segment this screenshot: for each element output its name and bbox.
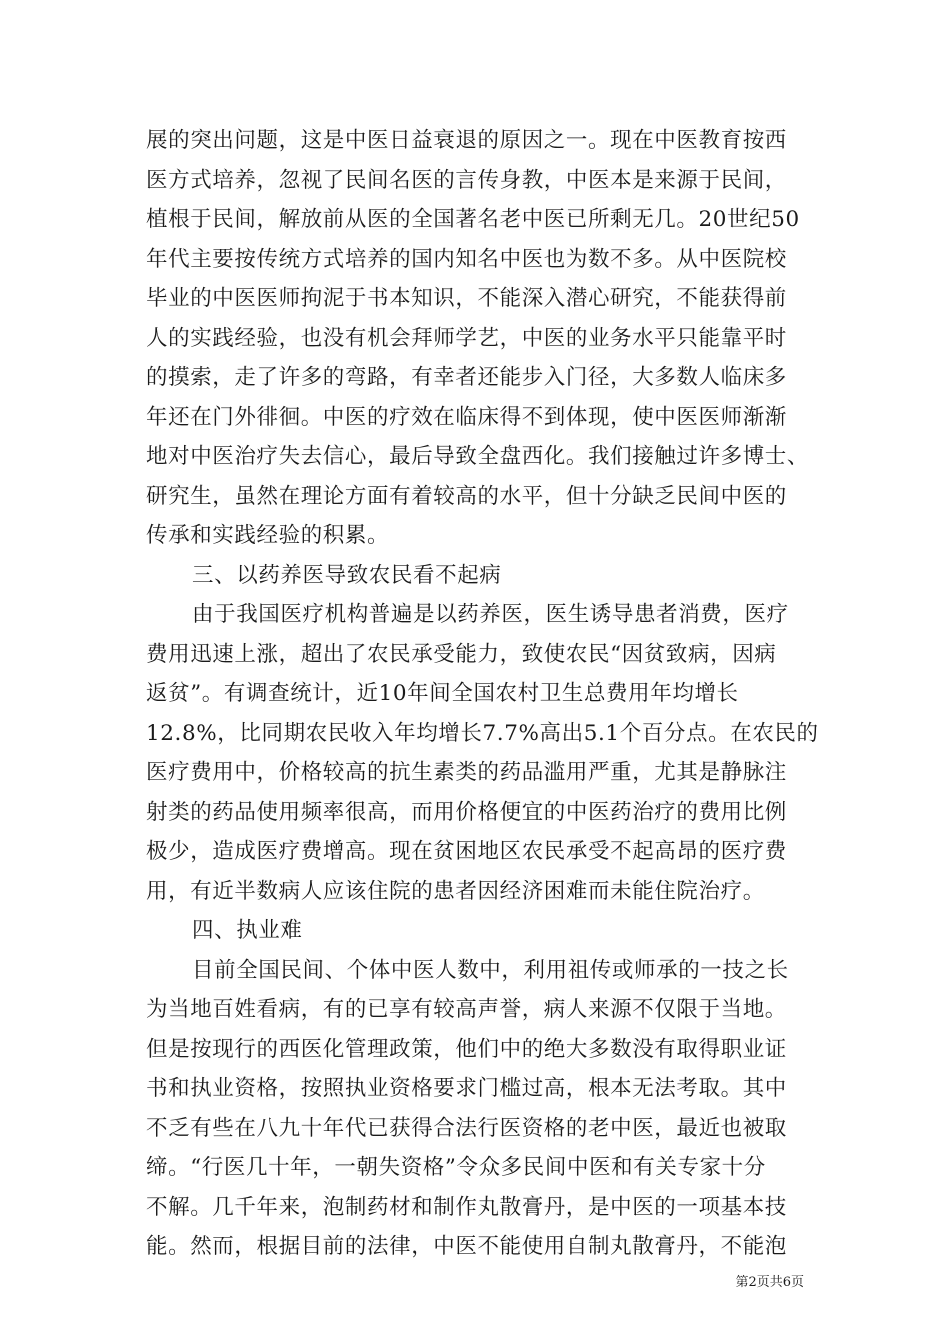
text-line: 的摸索，走了许多的弯路，有幸者还能步入门径，大多数人临床多 bbox=[146, 365, 787, 390]
text-line: 研究生，虽然在理论方面有着较高的水平，但十分缺乏民间中医的 bbox=[146, 483, 787, 509]
text-line: 植根于民间，解放前从医的全国著名老中医已所剩无几。20世纪50 bbox=[146, 207, 800, 232]
text-line: 医疗费用中，价格较高的抗生素类的药品滥用严重，尤其是静脉注 bbox=[146, 760, 787, 785]
text-line: 毕业的中医医师拘泥于书本知识，不能深入潜心研究，不能获得前 bbox=[146, 286, 787, 311]
text-line: 返贫”。有调查统计，近10年间全国农村卫生总费用年均增长 bbox=[146, 681, 739, 706]
section-heading: 三、以药养医导致农民看不起病 bbox=[192, 562, 502, 588]
text-line: 能。然而，根据目前的法律，中医不能使用自制丸散膏丹，不能泡 bbox=[146, 1234, 787, 1259]
body-text bbox=[146, 121, 819, 1267]
text-line: 年还在门外徘徊。中医的疗效在临床得不到体现，使中医医师渐渐 bbox=[146, 404, 787, 430]
text-line: 为当地百姓看病，有的已享有较高声誉，病人来源不仅限于当地。 bbox=[146, 997, 787, 1022]
text-line: 展的突出问题，这是中医日益衰退的原因之一。现在中医教育按西 bbox=[146, 128, 787, 153]
text-line: 费用迅速上涨，超出了农民承受能力，致使农民“因贫致病，因病 bbox=[146, 641, 777, 667]
text-line: 医方式培养，忽视了民间名医的言传身教，中医本是来源于民间， bbox=[146, 167, 787, 193]
text-line: 地对中医治疗失去信心，最后导致全盘西化。我们接触过许多博士、 bbox=[146, 444, 810, 469]
text-line: 12.8%，比同期农民收入年均增长7.7%高出5.1个百分点。在农民的 bbox=[146, 720, 819, 746]
paragraph-first-line: 目前全国民间、个体中医人数中，利用祖传或师承的一技之长 bbox=[192, 957, 789, 983]
text-line: 极少，造成医疗费增高。现在贫困地区农民承受不起高昂的医疗费 bbox=[146, 839, 787, 864]
text-line: 书和执业资格，按照执业资格要求门槛过高，根本无法考取。其中 bbox=[146, 1076, 787, 1101]
text-line: 但是按现行的西医化管理政策，他们中的绝大多数没有取得职业证 bbox=[146, 1036, 787, 1062]
text-line: 传承和实践经验的积累。 bbox=[146, 523, 390, 548]
page-number: 第2页共6页 bbox=[735, 1275, 804, 1290]
text-line: 射类的药品使用频率很高，而用价格便宜的中医药治疗的费用比例 bbox=[146, 799, 787, 825]
section-heading: 四、执业难 bbox=[192, 918, 303, 943]
text-line: 年代主要按传统方式培养的国内知名中医也为数不多。从中医院校 bbox=[146, 246, 787, 272]
text-line: 人的实践经验，也没有机会拜师学艺，中医的业务水平只能靠平时 bbox=[146, 325, 787, 351]
text-line: 用，有近半数病人应该住院的患者因经济困难而未能住院治疗。 bbox=[146, 878, 765, 904]
text-line: 不解。几千年来，泡制药材和制作丸散膏丹，是中医的一项基本技 bbox=[146, 1194, 787, 1220]
text-line: 缔。“行医几十年，一朝失资格”令众多民间中医和有关专家十分 bbox=[146, 1155, 766, 1180]
paragraph-first-line: 由于我国医疗机构普遍是以药养医，医生诱导患者消费，医疗 bbox=[192, 602, 789, 627]
text-line: 不乏有些在八九十年代已获得合法行医资格的老中医，最近也被取 bbox=[146, 1115, 787, 1141]
